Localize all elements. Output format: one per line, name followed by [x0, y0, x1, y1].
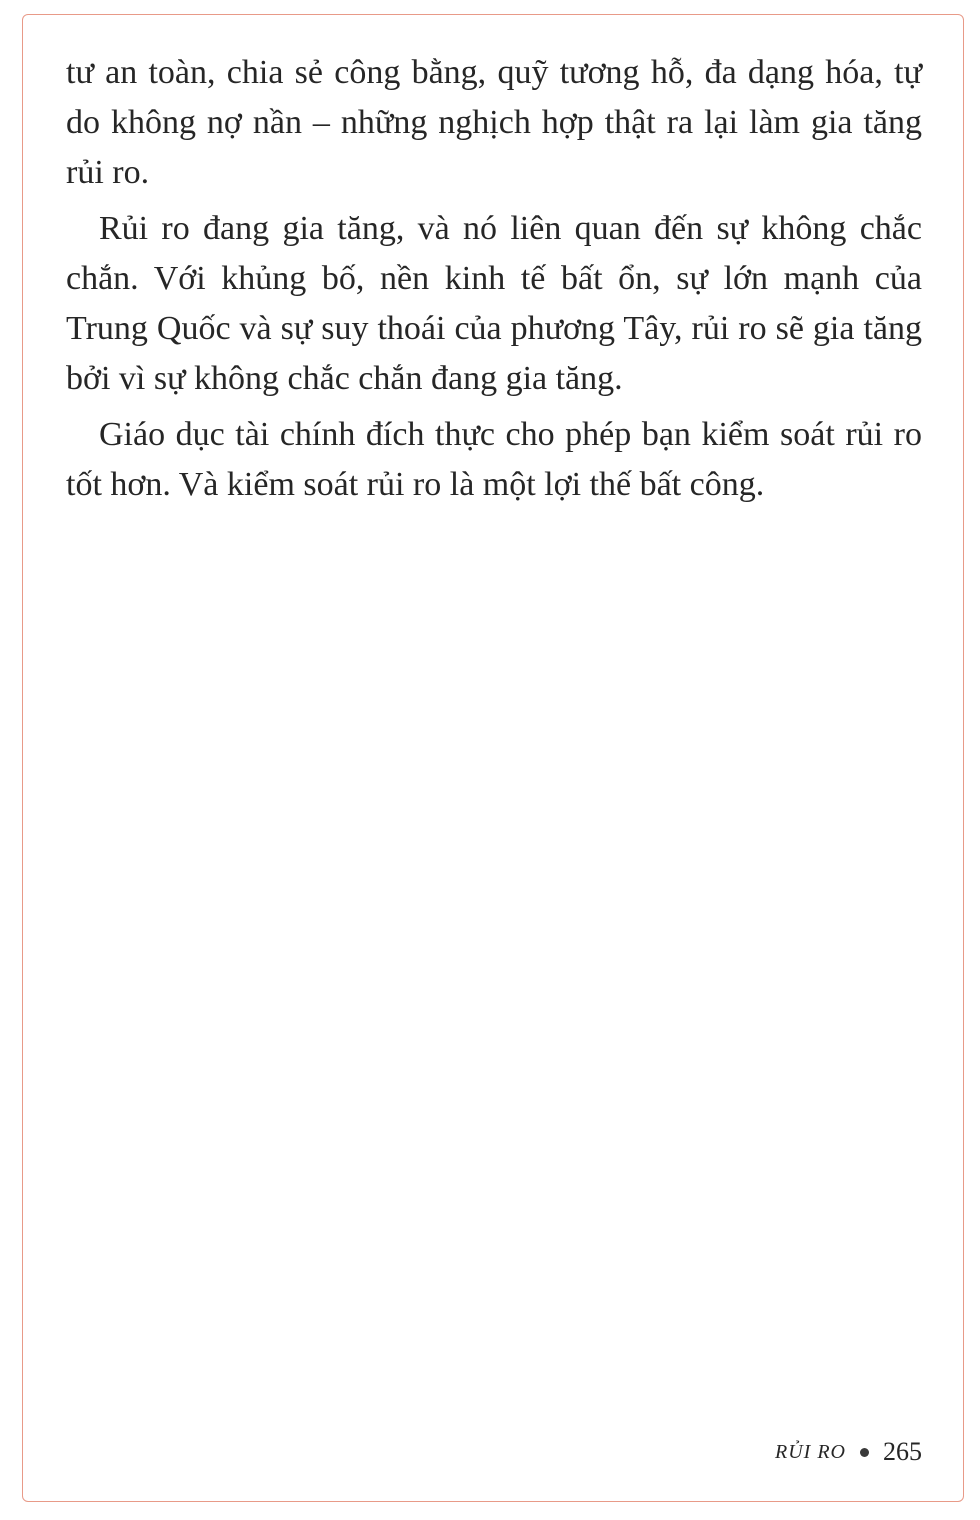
paragraph-1: tư an toàn, chia sẻ công bằng, quỹ tương hỗ, đa dạng hóa, tự do không nợ nần – những nghịch hợp thật ra lại làm gia tăng rủi ro. [66, 54, 922, 191]
paragraph-2: Rủi ro đang gia tăng, và nó liên quan đến sự không chắc chắn. Với khủng bố, nền kinh tế bất ổn, sự lớn mạnh của Trung Quốc và sự suy thoái của phương Tây, rủi ro sẽ gia tăng bởi vì sự không chắc chắn đang gia tăng. [66, 210, 922, 397]
bullet-separator-icon [860, 1448, 869, 1457]
body-text [66, 48, 922, 516]
running-head: RỦI RO [775, 1440, 846, 1463]
page-footer [775, 1430, 922, 1474]
paragraph-3: Giáo dục tài chính đích thực cho phép bạn kiểm soát rủi ro tốt hơn. Và kiểm soát rủi ro là một lợi thế bất công. [66, 416, 922, 503]
page-number: 265 [883, 1437, 922, 1466]
